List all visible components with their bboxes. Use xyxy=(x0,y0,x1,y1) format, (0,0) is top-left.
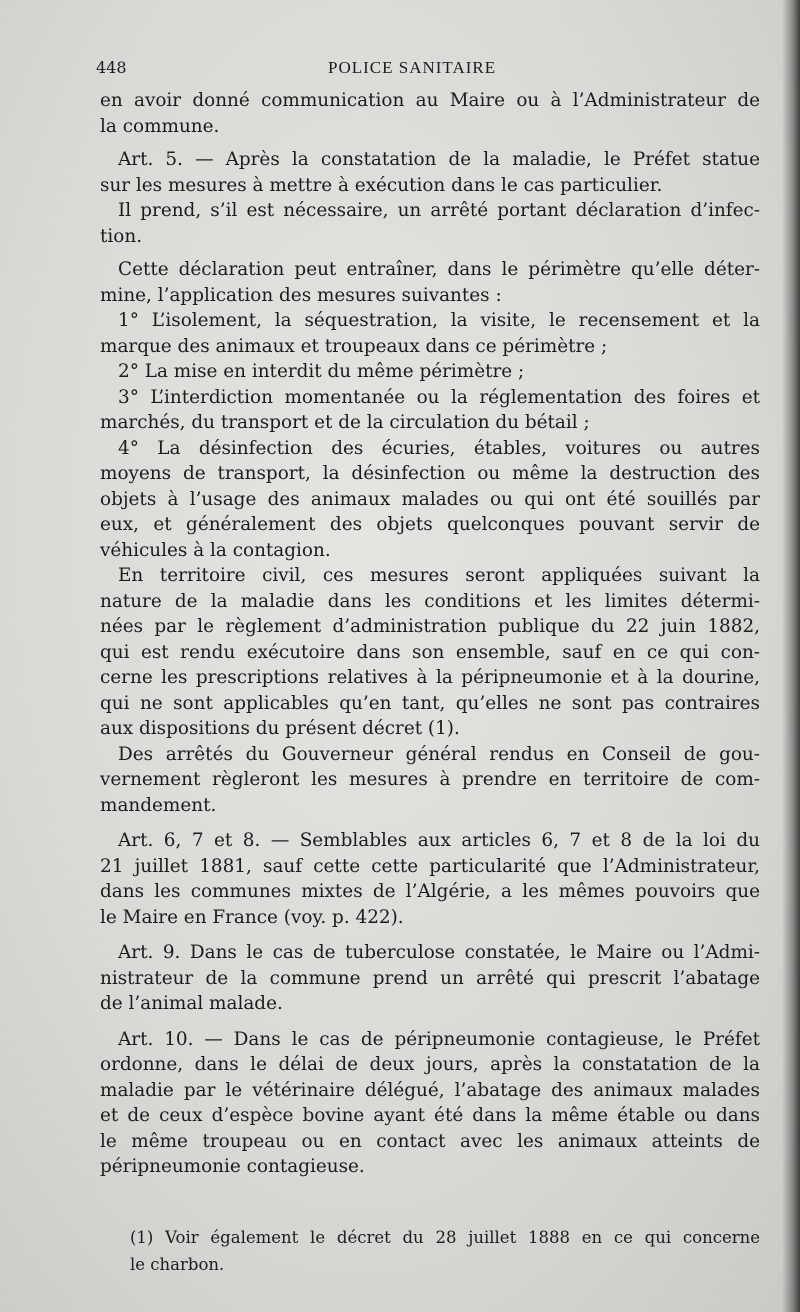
text-line: qui ne sont applicables qu’en tant, qu’elles ne sont pas contraires xyxy=(100,692,760,714)
text-line: le Maire en France (voy. p. 422). xyxy=(100,906,404,928)
text-line: dans les communes mixtes de l’Algérie, a les mêmes pouvoirs que xyxy=(100,881,760,902)
text-line: Cette déclaration peut entraîner, dans le périmètre qu’elle déter- xyxy=(118,259,760,280)
page-number: 448 xyxy=(96,58,127,77)
text-line: péripneumonie contagieuse. xyxy=(100,1156,365,1177)
text-line: cerne les prescriptions relatives à la péripneumonie et à la dourine, xyxy=(100,667,760,688)
text-line: et de ceux d’espèce bovine ayant été dans la même étable ou dans xyxy=(100,1105,760,1126)
text-line: la commune. xyxy=(100,115,220,137)
text-line: eux, et généralement des objets quelconques pouvant servir de xyxy=(100,514,760,535)
page-body xyxy=(100,88,760,1278)
text-line: Art. 5. — Après la constatation de la maladie, le Préfet statue xyxy=(118,149,760,170)
text-line: marque des animaux et troupeaux dans ce périmètre ; xyxy=(100,335,608,357)
text-line: 3° L’interdiction momentanée ou la réglementation des foires et xyxy=(118,386,760,408)
text-line: vernement règleront les mesures à prendre en territoire de com- xyxy=(100,769,760,790)
text-line: nées par le règlement d’administration publique du 22 juin 1882, xyxy=(100,616,760,637)
footnote-line: (1) Voir également le décret du 28 juillet 1888 en ce qui concerne xyxy=(130,1227,760,1247)
text-line: aux dispositions du présent décret (1). xyxy=(100,718,460,739)
page-header xyxy=(96,58,726,80)
text-line: ordonne, dans le délai de deux jours, après la constatation de la xyxy=(100,1054,760,1075)
text-line: Des arrêtés du Gouverneur général rendus en Conseil de gou- xyxy=(118,743,760,765)
text-line: véhicules à la contagion. xyxy=(100,539,331,561)
text-line: Art. 10. — Dans le cas de péripneumonie contagieuse, le Préfet xyxy=(118,1028,760,1050)
text-line: maladie par le vétérinaire délégué, l’abatage des animaux malades xyxy=(100,1079,760,1101)
text-line: Art. 6, 7 et 8. — Semblables aux articles 6, 7 et 8 de la loi du xyxy=(118,830,760,851)
text-line: 2° La mise en interdit du même périmètre ; xyxy=(118,361,525,382)
text-line: 4° La désinfection des écuries, étables, voitures ou autres xyxy=(118,437,760,459)
text-line: mine, l’application des mesures suivantes : xyxy=(100,284,502,306)
page-edge-shadow xyxy=(782,0,800,1312)
text-line: en avoir donné communication au Maire ou à l’Administrateur de xyxy=(100,90,760,111)
text-line: le même troupeau ou en contact avec les animaux atteints de xyxy=(100,1130,760,1152)
text-line: tion. xyxy=(100,225,143,247)
text-line: sur les mesures à mettre à exécution dans le cas particulier. xyxy=(100,174,663,196)
text-line: marchés, du transport et de la circulation du bétail ; xyxy=(100,412,590,433)
footnote xyxy=(100,1224,760,1278)
text-line: moyens de transport, la désinfection ou même la destruction des xyxy=(100,463,760,484)
text-line: 21 juillet 1881, sauf cette cette particularité que l’Administrateur, xyxy=(100,855,760,877)
footnote-line: le charbon. xyxy=(130,1254,225,1274)
text-line: Art. 9. Dans le cas de tuberculose constatée, le Maire ou l’Admi- xyxy=(118,942,760,963)
text-line: 1° L’isolement, la séquestration, la visite, le recensement et la xyxy=(118,310,760,331)
text-line: mandement. xyxy=(100,794,217,816)
text-line: nature de la maladie dans les conditions et les limites détermi- xyxy=(100,590,760,612)
text-line: Il prend, s’il est nécessaire, un arrêté portant déclaration d’infec- xyxy=(118,200,760,221)
text-line: En territoire civil, ces mesures seront appliquées suivant la xyxy=(118,565,760,586)
text-line: de l’animal malade. xyxy=(100,993,283,1014)
text-line: nistrateur de la commune prend un arrêté qui prescrit l’abatage xyxy=(100,967,760,989)
text-line: objets à l’usage des animaux malades ou qui ont été souillés par xyxy=(100,488,760,510)
running-title: POLICE SANITAIRE xyxy=(328,58,497,77)
text-line: qui est rendu exécutoire dans son ensemble, sauf en ce qui con- xyxy=(100,641,760,663)
